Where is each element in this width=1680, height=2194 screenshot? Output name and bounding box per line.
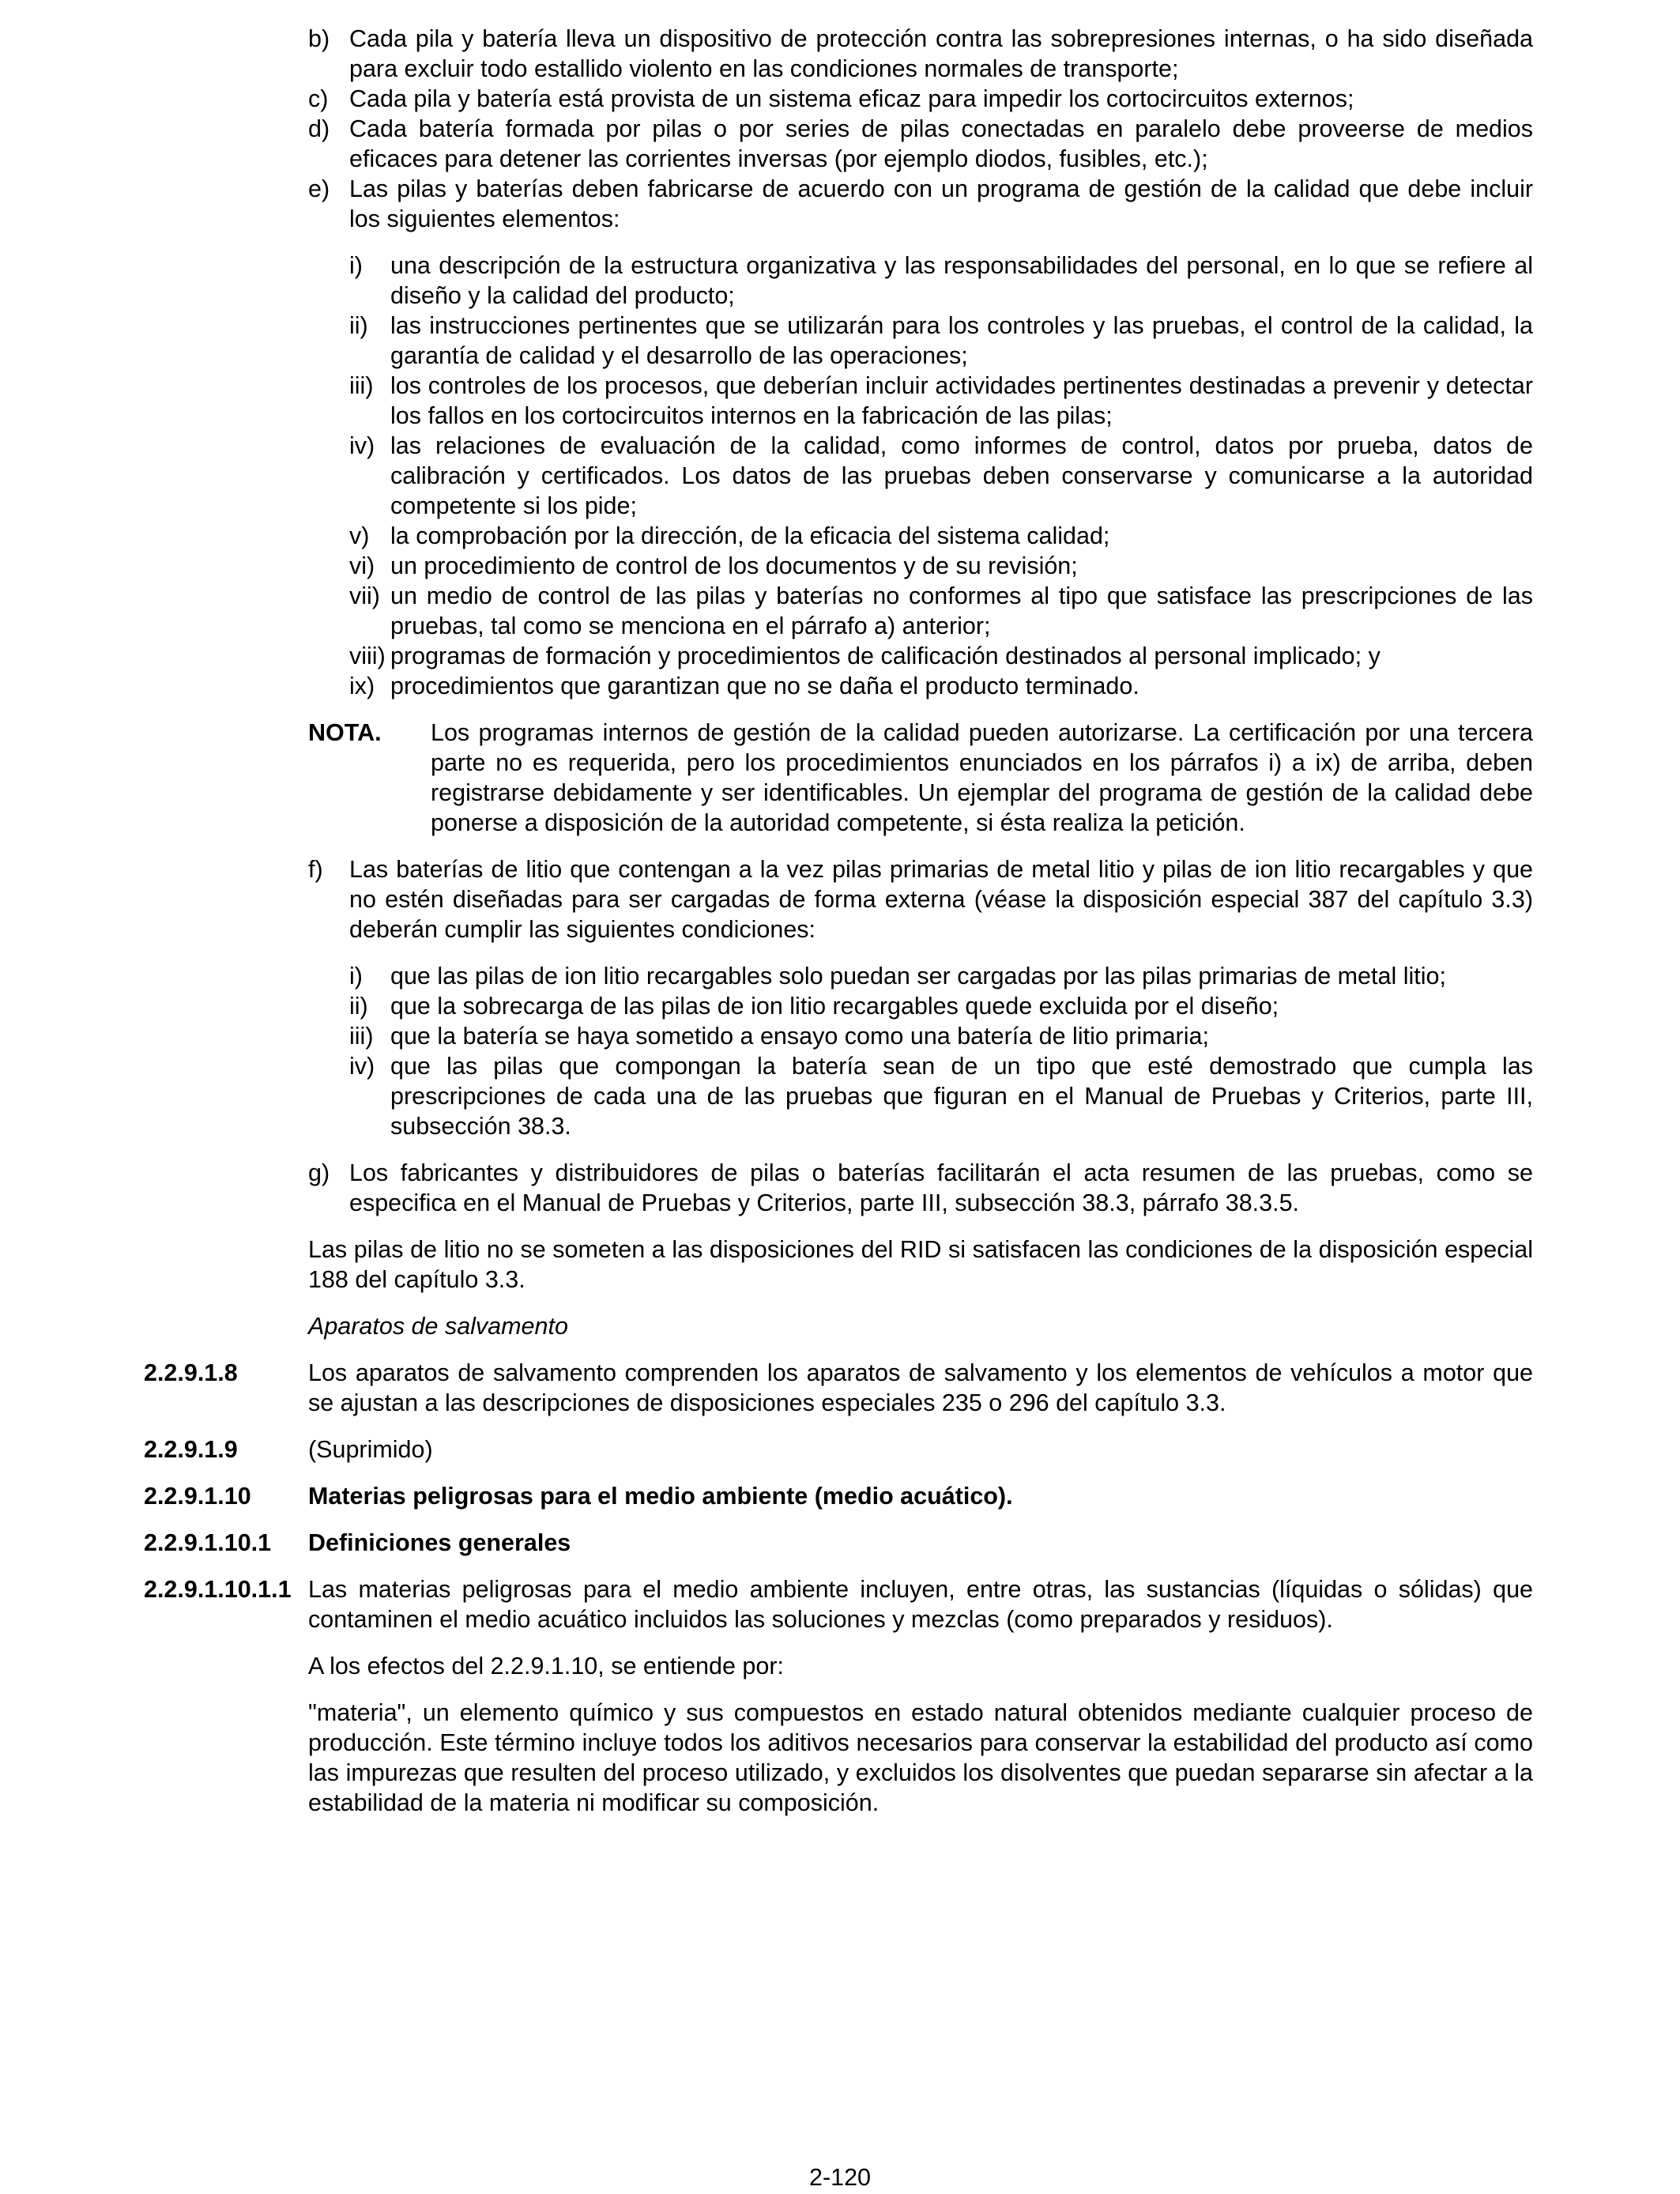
section-2-2-9-1-9 [144,1434,1533,1465]
lithium-conditions-sublist [308,961,1533,1141]
section-number: 2.2.9.1.10.1 [144,1529,272,1556]
list-label: d) [308,115,330,142]
page-number: 2-120 [808,2164,871,2191]
sublist-item [349,581,1533,641]
section-number: 2.2.9.1.10 [144,1483,251,1510]
section-title: Definiciones generales [308,1529,571,1556]
note-label: NOTA. [308,719,382,746]
quality-program-sublist [308,251,1533,701]
definitions-intro-paragraph: A los efectos del 2.2.9.1.10, se entiende por: [308,1653,784,1679]
sublist-text: las instrucciones pertinentes que se utilizarán para los controles y las pruebas, el control de la calidad, la garantía de calidad y el desarrollo de las operaciones; [390,312,1533,369]
sublist-item [349,521,1533,551]
sublist-label: viii) [349,643,386,669]
section-2-2-9-1-10-1 [144,1528,1533,1558]
sublist-item [349,371,1533,431]
list-label: g) [308,1159,330,1186]
sublist-text: las relaciones de evaluación de la calidad, como informes de control, datos por prueba, datos de calibración y certificados. Los datos de las pruebas deben conservarse y comunicarse a la autoridad competente si los pide; [390,432,1533,519]
sublist-label: vi) [349,552,375,579]
lithium-exemption-paragraph: Las pilas de litio no se someten a las disposiciones del RID si satisfacen las condiciones de la disposición especial 188 del capítulo 3.3. [308,1236,1533,1293]
note-text: Los programas internos de gestión de la calidad pueden autorizarse. La certificación por una tercera parte no es requerida, pero los procedimientos enunciados en los párrafos i) a ix) de arriba, deben registrarse debidamente y ser identificables. Un ejemplar del programa de gestión de la calidad debe ponerse a disposición de la autoridad competente, si ésta realiza la petición. [431,719,1533,836]
sublist-text: que las pilas que compongan la batería sean de un tipo que esté demostrado que cumpla las prescripciones de cada una de las pruebas que figuran en el Manual de Pruebas y Criterios, parte III, subsección 38.3. [390,1053,1533,1140]
list-text: Cada pila y batería está provista de un sistema eficaz para impedir los cortocircuitos externos; [349,85,1354,112]
section-number: 2.2.9.1.8 [144,1359,238,1386]
sublist-item [349,1051,1533,1141]
section-2-2-9-1-8 [144,1358,1533,1418]
list-item-f [308,854,1533,944]
sublist-item [349,641,1533,671]
sublist-label: iv) [349,1053,375,1080]
section-text: (Suprimido) [308,1436,433,1463]
sublist-text: la comprobación por la dirección, de la eficacia del sistema calidad; [390,522,1110,549]
sublist-text: que la batería se haya sometido a ensayo como una batería de litio primaria; [390,1023,1209,1050]
section-2-2-9-1-10 [144,1481,1533,1511]
sublist-text: los controles de los procesos, que deberían incluir actividades pertinentes destinadas a prevenir y detectar los fallos en los cortocircuitos internos en la fabricación de las pilas; [390,372,1533,429]
list-item-d [308,114,1533,174]
sublist-text: un medio de control de las pilas y baterías no conformes al tipo que satisface las prescripciones de las pruebas, tal como se menciona en el párrafo a) anterior; [390,582,1533,639]
section-title: Materias peligrosas para el medio ambiente (medio acuático). [308,1483,1013,1510]
sublist-label: iii) [349,372,374,399]
list-text: Las baterías de litio que contengan a la vez pilas primarias de metal litio y pilas de ion litio recargables y que no estén diseñadas para ser cargadas de forma externa (véase la disposición especial 387 del capítulo 3.3) deberán cumplir las siguientes condiciones: [349,856,1533,943]
list-item-c [308,84,1533,114]
list-label: e) [308,175,330,202]
sublist-label: ii) [349,312,368,339]
sublist-text: que la sobrecarga de las pilas de ion litio recargables quede excluida por el diseño; [390,993,1279,1020]
section-text: Los aparatos de salvamento comprenden los aparatos de salvamento y los elementos de vehículos a motor que se ajustan a las descripciones de disposiciones especiales 235 o 296 del capítulo 3.3. [308,1359,1533,1416]
list-text: Los fabricantes y distribuidores de pilas o baterías facilitarán el acta resumen de las pruebas, como se especifica en el Manual de Pruebas y Criterios, parte III, subsección 38.3, párrafo 38.3.5. [349,1159,1533,1216]
sublist-label: i) [349,252,363,279]
sublist-item [349,551,1533,581]
section-text: Las materias peligrosas para el medio ambiente incluyen, entre otras, las sustancias (líquidas o sólidas) que contaminen el medio acuático incluidos las soluciones y mezclas (como preparados y residuos). [308,1576,1533,1633]
sublist-label: ix) [349,673,375,699]
sublist-item [349,991,1533,1021]
list-item-b [308,24,1533,84]
sublist-item [349,1021,1533,1051]
sublist-item [349,251,1533,311]
materia-definition-paragraph: "materia", un elemento químico y sus compuestos en estado natural obtenidos mediante cualquier proceso de producción. Este término incluye todos los aditivos necesarios para conservar la estabilidad del producto así como las impurezas que resulten del proceso utilizado, y excluidos los disolventes que puedan separarse sin afectar a la estabilidad de la materia ni modificar su composición. [308,1699,1533,1816]
sublist-label: vii) [349,582,380,609]
note-block [308,718,1533,838]
sublist-label: iii) [349,1023,374,1050]
section-number: 2.2.9.1.10.1.1 [144,1576,292,1603]
sublist-item [349,311,1533,371]
list-text: Las pilas y baterías deben fabricarse de acuerdo con un programa de gestión de la calidad que debe incluir los siguientes elementos: [349,175,1533,232]
list-item-e [308,174,1533,234]
sublist-text: programas de formación y procedimientos de calificación destinados al personal implicado; y [390,643,1381,669]
section-2-2-9-1-10-1-1 [144,1574,1533,1634]
list-text: Cada pila y batería lleva un dispositivo de protección contra las sobrepresiones internas, o ha sido diseñada para excluir todo estallido violento en las condiciones normales de transporte; [349,25,1533,82]
sublist-item [349,671,1533,701]
sublist-item [349,431,1533,521]
list-label: f) [308,856,323,883]
sublist-text: procedimientos que garantizan que no se daña el producto terminado. [390,673,1139,699]
list-label: c) [308,85,329,112]
sublist-item [349,961,1533,991]
list-text: Cada batería formada por pilas o por series de pilas conectadas en paralelo debe proveerse de medios eficaces para detener las corrientes inversas (por ejemplo diodos, fusibles, etc.); [349,115,1533,172]
sublist-text: que las pilas de ion litio recargables solo puedan ser cargadas por las pilas primarias de metal litio; [390,963,1446,990]
sublist-text: un procedimiento de control de los documentos y de su revisión; [390,552,1078,579]
sublist-label: v) [349,522,370,549]
sublist-text: una descripción de la estructura organizativa y las responsabilidades del personal, en lo que se refiere al diseño y la calidad del producto; [390,252,1533,309]
list-item-g [308,1158,1533,1218]
salvamento-heading: Aparatos de salvamento [308,1313,568,1340]
sublist-label: ii) [349,993,368,1020]
section-number: 2.2.9.1.9 [144,1436,238,1463]
page-content [144,24,1533,1818]
sublist-label: i) [349,963,363,990]
list-label: b) [308,25,330,52]
sublist-label: iv) [349,432,375,459]
